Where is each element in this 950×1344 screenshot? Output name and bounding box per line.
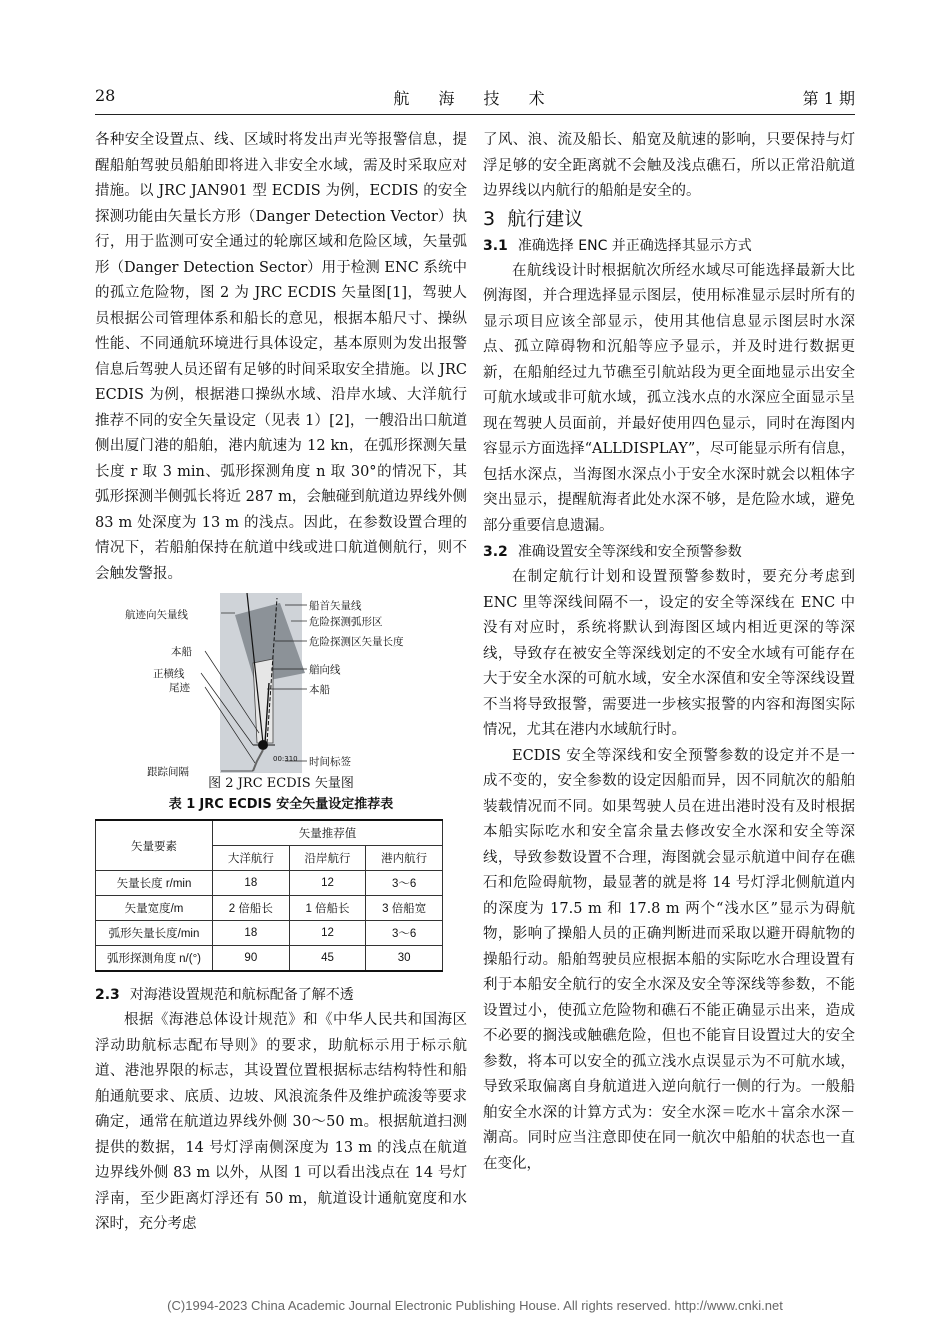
section-3-heading [483, 205, 855, 233]
table-cell: 30 [366, 946, 443, 972]
table-caption-title: JRC ECDIS 安全矢量设定推荐表 [199, 797, 394, 812]
figure-2 [95, 593, 467, 778]
table-cell: 3～6 [366, 921, 443, 946]
table-caption [95, 795, 467, 815]
label-danger-vector-length: 危险探测区矢量长度 [309, 636, 404, 648]
table-caption-number: 表 1 [168, 797, 196, 812]
paragraph-enc-selection: 在航线设计时根据航次所经水域尽可能选择最新大比例海图，并合理选择显示图层，使用标准显示层时所有的显示项目应该全部显示，使用其他信息显示图层时水深点、孤立障碍物和沉船等应予显示，并及时进行数据更新，在船舶经过九节礁至引航站段为更全面地显示出安全可航水域或非可航水域，孤立浅水点的水深应全面显示呈现在驾驶人员面前，并最好使用四色显示，同时在海图内容显示方面选择“ALLDISPLAY”，尽可能显示所有信息，包括水深点，当海图水深点小于安全水深时就会以粗体字突出显示，提醒航海者此处水深不够，是危险水域，避免部分重要信息遗漏。 [483, 262, 855, 534]
table-cell: 18 [213, 871, 290, 896]
paragraph-continuation: 了风、浪、流及船长、船宽及航速的影响，只要保持与灯浮足够的安全距离就不会触及浅点礁石，所以正常沿航道边界线以内航行的船舶是安全的。 [483, 132, 855, 199]
table-cell: 45 [289, 946, 366, 972]
label-own-ship-right: 本船 [309, 684, 330, 696]
table-row-header: 矢量要素 [96, 820, 213, 871]
table-cell: 12 [289, 921, 366, 946]
right-column [483, 128, 855, 1177]
figure-caption: 图 2 JRC ECDIS 矢量图 [208, 776, 354, 791]
table-row [96, 896, 443, 921]
table-cell: 2 倍船长 [213, 896, 290, 921]
section-3-1-number: 3.1 [483, 237, 508, 254]
table-row [96, 946, 443, 972]
table-col-header: 沿岸航行 [289, 846, 366, 871]
paragraph-harbor-standards: 根据《海港总体设计规范》和《中华人民共和国海区浮动助航标志配布导则》的要求，助航标示用于标示航道、港池界限的标志，其设置位置根据标志结构特性和船舶通航要求、底质、边坡、风浪流条件及维护疏浚等要求确定，通常在航道边界线外侧 30～50 m。根据航道扫测提供的数据，14 号灯浮南侧深度为 13 m 的浅点在航道边界线外侧 83 m 以外，从图 1 可以看出浅点在 14 号灯浮南，至少距离灯浮还有 50 m，航道设计通航宽度和水深时，充分考虑 [95, 1012, 467, 1232]
table-cell: 18 [213, 921, 290, 946]
paragraph-ecdis-detection: 各种安全设置点、线、区域时将发出声光等报警信息，提醒船舶驾驶员船舶即将进入非安全水域，需及时采取应对措施。以 JRC JAN901 型 ECDIS 为例，ECDIS 的安全探测功能由矢量长方形（Danger Detection Vector）执行，用于监测可安全通过的轮廓区域和危险区域，矢量弧形（Danger Detection Sector）用于检测 ENC 系统中的孤立危险物，图 2 为 JRC ECDIS 矢量图[1]，驾驶人员根据公司管理体系和船长的意见，根据本船尺寸、操纵性能、不同通航环境进行具体设定，基本原则为发出报警信息后驾驶人员还留有足够的时间采取安全措施。以 JRC ECDIS 为例，根据港口操纵水域、沿岸水域、大洋航行推荐不同的安全矢量设定（见表 1）[2]，一艘沿出口航道侧出厦门港的船舶，港内航速为 12 kn，在弧形探测矢量长度 r 取 3 min、弧形探测角度 n 取 30°的情况下，其弧形探测半侧弧长将近 287 m，会触碰到航道边界线外侧 83 m 处深度为 13 m 的浅点。因此，在参数设置合理的情况下，若船舶保持在航道中线或进口航道侧航行，则不会触发警报。 [95, 132, 467, 582]
section-2-3-number: 2.3 [95, 987, 120, 1003]
table-cell: 90 [213, 946, 290, 972]
time-value: 00:310 [273, 755, 298, 763]
label-wake: 尾迹 [169, 682, 190, 694]
table-row-label: 矢量宽度/m [96, 896, 213, 921]
table-row-label: 矢量长度 r/min [96, 871, 213, 896]
section-3-2-number: 3.2 [483, 544, 508, 560]
section-2-3-title: 对海港设置规范和航标配备了解不透 [129, 987, 354, 1003]
table-row [96, 921, 443, 946]
table-col-header: 港内航行 [366, 846, 443, 871]
label-danger-sector: 危险探测弧形区 [309, 616, 383, 628]
table-row-label: 弧形矢量长度/min [96, 921, 213, 946]
section-2-3-heading [95, 982, 467, 1008]
label-track-vector: 航迹向矢量线 [125, 609, 188, 621]
table-cell: 3 倍船宽 [366, 896, 443, 921]
section-3-2-title: 准确设置安全等深线和安全预警参数 [517, 544, 742, 560]
label-heading-vector: 船首矢量线 [309, 600, 362, 612]
section-3-1-heading [483, 233, 855, 259]
section-3-1-title: 准确选择 ENC 并正确选择其显示方式 [517, 237, 752, 254]
header-rule [95, 114, 855, 115]
label-beam-line: 正横线 [153, 668, 185, 680]
section-3-number: 3 [483, 207, 496, 230]
label-time: 时间标签 [309, 756, 351, 768]
page-number: 28 [95, 86, 116, 105]
table-row [96, 871, 443, 896]
paragraph-safety-contour: 在制定航行计划和设置预警参数时，要充分考虑到 ENC 里等深线间隔不一，设定的安全等深线在 ENC 中没有对应时，系统将默认到海图区域内相近更深的等深线，导致存在被安全等深线划定的不安全水域有可能存在大于安全水深的可航水域，安全水深值和安全等深线设置不当将导致报警，需要进一步核实报警的内容和海图实际情况，尤其在港内水域航行时。 [483, 569, 855, 738]
table-group-header: 矢量推荐值 [213, 820, 443, 846]
label-own-ship-left: 本船 [171, 646, 192, 658]
table-col-header: 大洋航行 [213, 846, 290, 871]
copyright-footer: (C)1994-2023 China Academic Journal Electronic Publishing House. All rights reserved. http://www.cnki.net [167, 1298, 783, 1313]
left-column [95, 128, 467, 1238]
section-3-title: 航行建议 [507, 207, 584, 230]
vector-settings-table [95, 819, 443, 972]
table-cell: 12 [289, 871, 366, 896]
label-heading-line: 艏向线 [309, 664, 341, 676]
paragraph-safety-parameters: ECDIS 安全等深线和安全预警参数的设定并不是一成不变的，安全参数的设定因船而异，因不同航次的船舶装载情况而不同。如果驾驶人员在进出港时没有及时根据本船实际吃水和安全富余量去修改安全水深和安全等深线，导致参数设置不合理，海图就会显示航道中间存在礁石和危险碍航物，最显著的就是将 14 号灯浮北侧航道内的深度为 17.5 m 和 17.8 m 两个“浅水区”显示为碍航物，影响了操船人员的正确判断进而采取以避开碍航物的操船行动。船舶驾驶员应根据本船的实际吃水合理设置有利于本船安全航行的安全水深及安全等深线等参数，不能设置过小，使孤立危险物和礁石不能正确显示出来，造成不必要的搁浅或触礁危险，但也不能盲目设置过大的安全参数，将本可以安全的孤立浅水点误显示为不可航水域，导致采取偏离自身航道进入逆向航行一侧的行为。一般船舶安全水深的计算方式为：安全水深＝吃水＋富余水深－潮高。同时应当注意即使在同一航次中船舶的状态也一直在变化， [483, 747, 855, 1172]
label-track-interval: 跟踪间隔 [147, 766, 189, 778]
table-cell: 1 倍船长 [289, 896, 366, 921]
issue-number: 第 1 期 [802, 89, 855, 108]
section-3-2-heading [483, 539, 855, 565]
table-row-label: 弧形探测角度 n/(°) [96, 946, 213, 972]
table-cell: 3～6 [366, 871, 443, 896]
journal-title: 航 海 技 术 [393, 89, 557, 108]
page-header [95, 86, 855, 114]
